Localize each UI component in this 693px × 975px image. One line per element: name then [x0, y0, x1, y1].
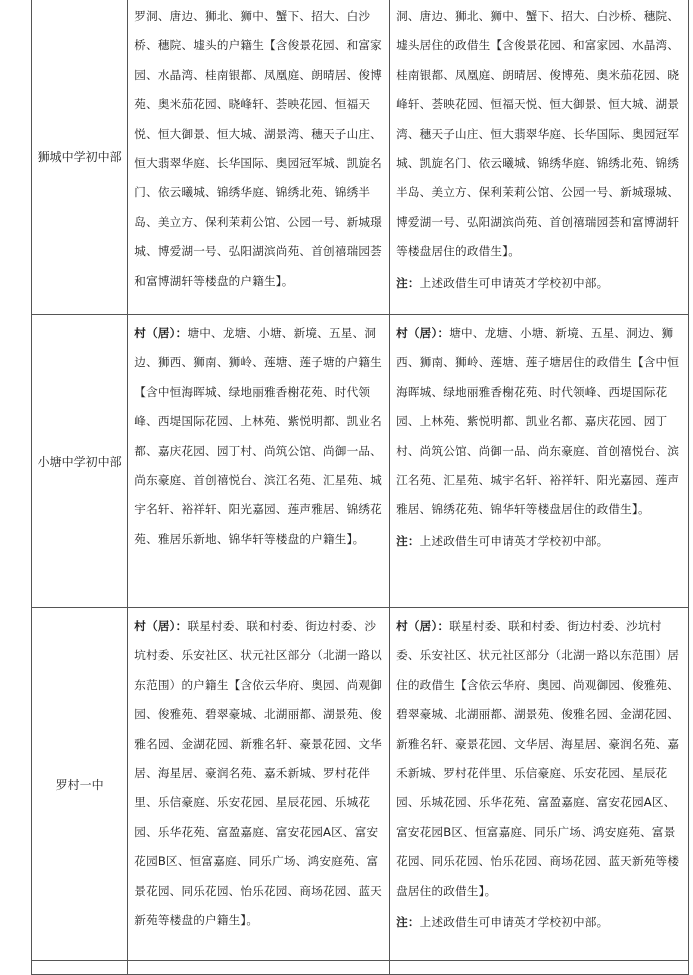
empty-cell — [128, 961, 390, 975]
school-name-cell — [32, 315, 128, 608]
school-name: 小塘中学初中部 — [37, 454, 122, 469]
school-district-table — [31, 0, 689, 975]
table-row — [32, 315, 689, 608]
household-registration-text: 塘中、龙塘、小塘、新境、五星、洞边、狮西、狮南、狮岭、莲塘、莲子塘的户籍生【含中恒海晖城、绿地丽雅香榭花苑、时代领峰、西堤国际花园、上林苑、紫悦明都、凯业名都、嘉庆花园、园丁村、尚筑公馆、尚御一品、尚东豪庭、首创禧悦台、滨江名苑、汇星苑、城宇名轩、裕祥轩、阳光嘉园、莲声雅居、锦绣花苑、雅居乐新地、锦华轩等楼盘的户籍生】。 — [134, 326, 382, 546]
school-name: 罗村一中 — [55, 777, 104, 792]
note-label: 注： — [396, 275, 420, 290]
household-registration-text: 联星村委、联和村委、街边村委、沙坑村委、乐安社区、状元社区部分（北湖一路以东范围）的户籍生【含依云华府、奥园、尚观御园、俊雅苑、碧翠豪城、北湖丽都、湖景苑、俊雅名园、金湖花园、新雅名轩、豪景花园、文华居、海星居、豪润名苑、嘉禾新城、罗村花伴里、乐信豪庭、乐安花园、星辰花园、乐城花园、乐华花苑、富盈嘉庭、富安花园A区、富安花园B区、恒富嘉庭、同乐广场、鸿安庭苑、富景花园、同乐花园、怡乐花园、商场花园、蓝天新苑等楼盘的户籍生】。 — [134, 619, 382, 928]
household-registration-cell — [128, 608, 390, 961]
table-row — [32, 608, 689, 961]
note-text: 上述政借生可申请英才学校初中部。 — [419, 533, 609, 548]
village-label: 村（居）： — [134, 619, 188, 633]
school-name-cell — [32, 608, 128, 961]
note — [396, 269, 683, 298]
household-registration-cell — [128, 0, 390, 315]
note-text: 上述政借生可申请英才学校初中部。 — [419, 915, 609, 930]
note-label: 注： — [396, 915, 420, 930]
household-registration-cell — [128, 315, 390, 608]
school-name: 狮城中学初中部 — [37, 149, 122, 164]
note-label: 注： — [396, 533, 420, 548]
table-row — [32, 0, 689, 315]
policy-student-cell — [390, 315, 689, 608]
note — [396, 527, 683, 556]
policy-student-text: 塘中、龙塘、小塘、新境、五星、洞边、狮西、狮南、狮岭、莲塘、莲子塘居住的政借生【含中恒海晖城、绿地丽雅香榭花苑、时代领峰、西堤国际花园、上林苑、紫悦明都、凯业名都、嘉庆花园、园丁村、尚筑公馆、尚御一品、尚东豪庭、首创禧悦台、滨江名苑、汇星苑、城宇名轩、裕祥轩、阳光嘉园、莲声雅居、锦绣花苑、锦华轩等楼盘居住的政借生】。 — [396, 326, 680, 517]
note-text: 上述政借生可申请英才学校初中部。 — [419, 275, 609, 290]
policy-student-cell — [390, 608, 689, 961]
school-name-cell — [32, 0, 128, 315]
policy-student-cell — [390, 0, 689, 315]
household-registration-text: 罗洞、唐边、狮北、狮中、蟹下、招大、白沙桥、穗院、墟头的户籍生【含俊景花园、和富家园、水晶湾、桂南银都、凤凰庭、朗晴居、俊博苑、奥米茄花园、晓峰轩、荟映花园、恒福天悦、恒大御景、恒大城、湖景湾、穗天子山庄、恒大翡翠华庭、长华国际、奥园冠军城、凯旋名门、依云曦城、锦绣华庭、锦绣北苑、锦绣半岛、美立方、保利茉莉公馆、公园一号、新城璟城、博爱湖一号、弘阳湖滨尚苑、首创禧瑞园荟和富博湖轩等楼盘的户籍生】。 — [134, 9, 382, 288]
village-label: 村（居）： — [396, 326, 450, 340]
village-label: 村（居）： — [396, 619, 450, 633]
table-row-next — [32, 961, 689, 975]
empty-cell — [32, 961, 128, 975]
policy-student-text: 联星村委、联和村委、街边村委、沙坑村委、乐安社区、状元社区部分（北湖一路以东范围）居住的政借生【含依云华府、奥园、尚观御园、俊雅苑、碧翠豪城、北湖丽都、湖景苑、俊雅名园、金湖花园、新雅名轩、豪景花园、文华居、海星居、豪润名苑、嘉禾新城、罗村花伴里、乐信豪庭、乐安花园、星辰花园、乐城花园、乐华花苑、富盈嘉庭、富安花园A区、富安花园B区、恒富嘉庭、同乐广场、鸿安庭苑、富景花园、同乐花园、怡乐花园、商场花园、蓝天新苑等楼盘居住的政借生】。 — [396, 619, 680, 898]
policy-student-text: 洞、唐边、狮北、狮中、蟹下、招大、白沙桥、穗院、墟头居住的政借生【含俊景花园、和富家园、水晶湾、桂南银都、凤凰庭、朗晴居、俊博苑、奥米茄花园、晓峰轩、荟映花园、恒福天悦、恒大御景、恒大城、湖景湾、穗天子山庄、恒大翡翠华庭、长华国际、奥园冠军城、凯旋名门、依云曦城、锦绣华庭、锦绣北苑、锦绣半岛、美立方、保利茉莉公馆、公园一号、新城璟城、博爱湖一号、弘阳湖滨尚苑、首创禧瑞园荟和富博湖轩等楼盘居住的政借生】。 — [396, 9, 680, 259]
note — [396, 908, 683, 937]
village-label: 村（居）： — [134, 326, 188, 340]
empty-cell — [390, 961, 689, 975]
